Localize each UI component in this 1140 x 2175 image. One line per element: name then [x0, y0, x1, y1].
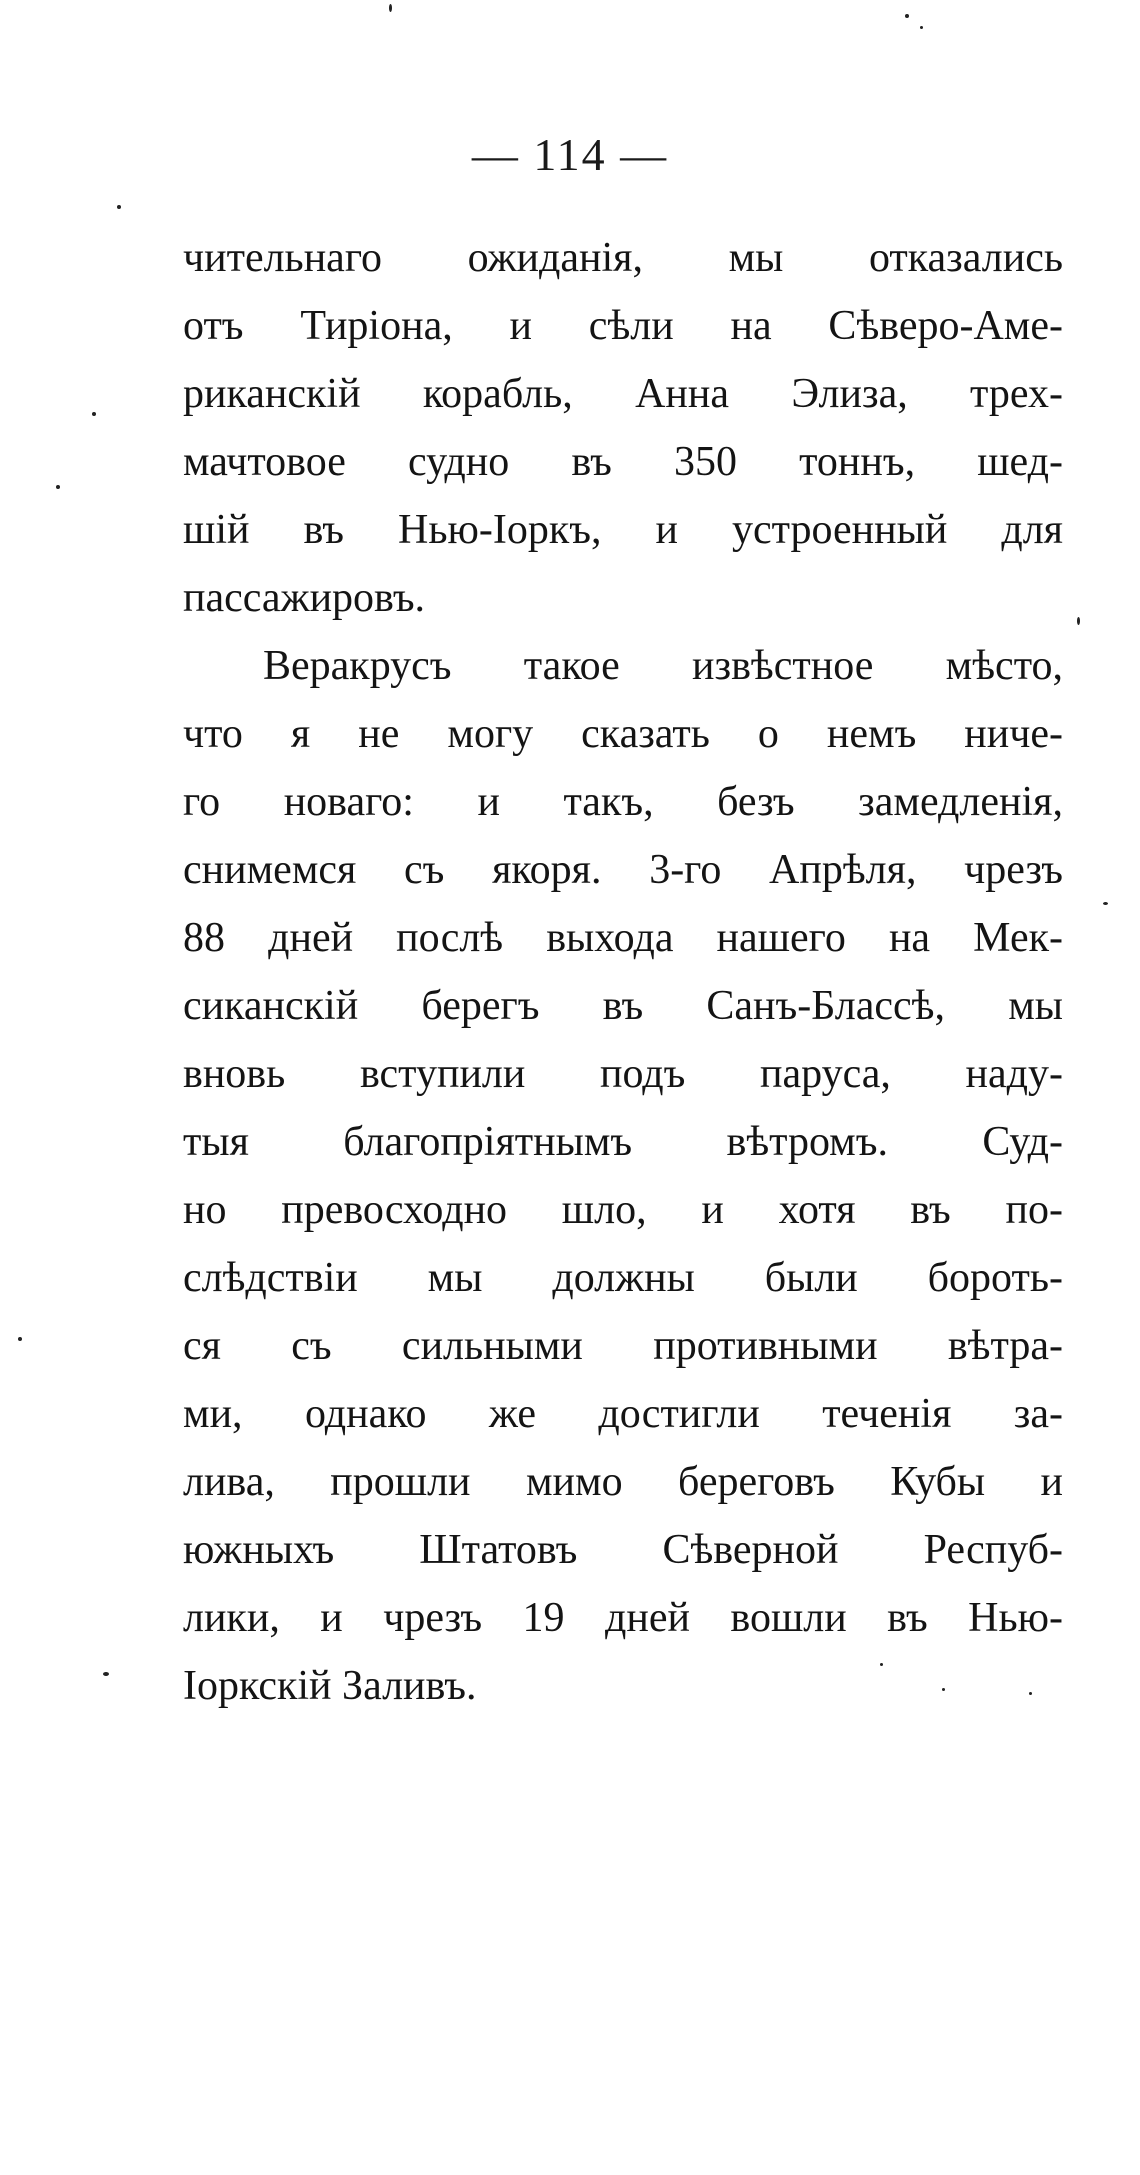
scan-speck: [389, 4, 392, 12]
scan-speck: [103, 1672, 109, 1676]
text-line: го новаго: и такъ, безъ замедленія,: [183, 779, 1063, 825]
text-line: снимемся съ якоря. 3-го Апрѣля, чрезъ: [183, 847, 1063, 893]
text-line: южныхъ Штатовъ Сѣверной Респуб-: [183, 1527, 1063, 1573]
text-line: вновь вступили подъ паруса, наду-: [183, 1051, 1063, 1097]
scan-speck: [942, 1688, 945, 1691]
text-line: пассажировъ.: [183, 575, 426, 621]
text-line: риканскій корабль, Анна Элиза, трех-: [183, 371, 1063, 417]
scan-speck: [1029, 1692, 1032, 1695]
paragraph-first-line: Веракрусъ такое извѣстное мѣсто,: [263, 643, 1063, 689]
text-line: лива, прошли мимо береговъ Кубы и: [183, 1459, 1063, 1505]
text-line: чительнаго ожиданія, мы отказались: [183, 235, 1063, 281]
text-line: тыя благопріятнымъ вѣтромъ. Суд-: [183, 1119, 1063, 1165]
scan-speck: [1103, 902, 1108, 905]
scan-speck: [920, 26, 923, 29]
scan-speck: [1077, 617, 1080, 625]
scan-speck: [905, 14, 909, 18]
text-line: что я не могу сказать о немъ ниче-: [183, 711, 1063, 757]
text-line: 88 дней послѣ выхода нашего на Мек-: [183, 915, 1063, 961]
text-line: сиканскій берегъ въ Санъ-Блассѣ, мы: [183, 983, 1063, 1029]
scan-speck: [18, 1337, 22, 1341]
text-line: слѣдствіи мы должны были бороть-: [183, 1255, 1063, 1301]
scan-speck: [880, 1663, 883, 1666]
text-line: ся съ сильными противными вѣтра-: [183, 1323, 1063, 1369]
scan-speck: [56, 485, 60, 489]
text-line: шій въ Нью-Іоркъ, и устроенный для: [183, 507, 1063, 553]
text-line: мачтовое судно въ 350 тоннъ, шед-: [183, 439, 1063, 485]
text-line: отъ Тиріона, и сѣли на Сѣверо-Аме-: [183, 303, 1063, 349]
body-text: [183, 224, 1063, 1720]
text-line: Іоркскій Заливъ.: [183, 1663, 477, 1709]
page-number: — 114 —: [471, 129, 669, 180]
scan-speck: [92, 412, 96, 416]
text-line: лики, и чрезъ 19 дней вошли въ Нью-: [183, 1595, 1063, 1641]
text-line: ми, однако же достигли теченія за-: [183, 1391, 1063, 1437]
text-line: но превосходно шло, и хотя въ по-: [183, 1187, 1063, 1233]
scan-speck: [117, 205, 121, 209]
